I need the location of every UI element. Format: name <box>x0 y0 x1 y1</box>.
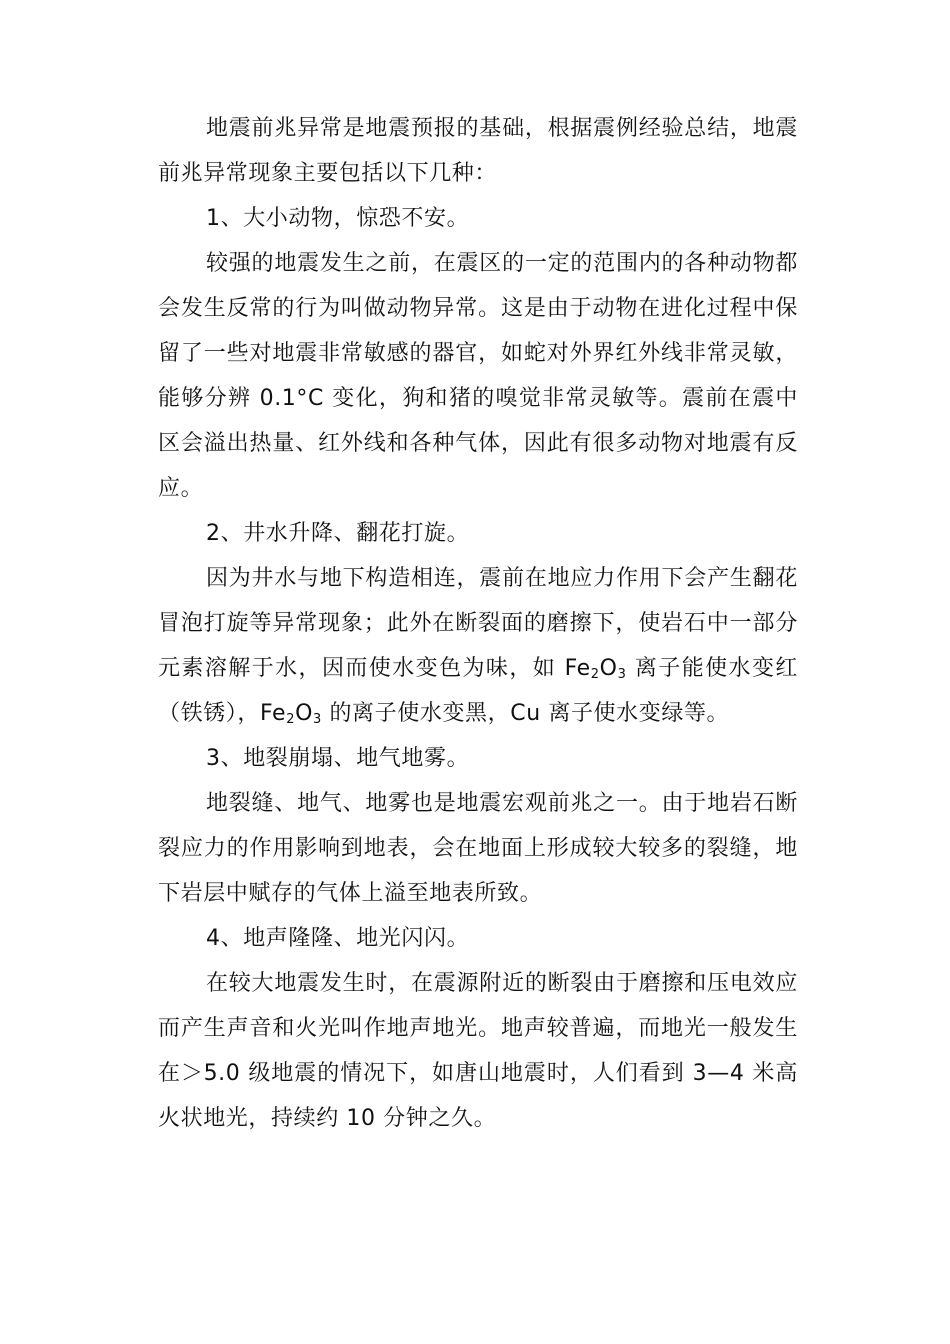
well-water-text-c: 离子能使水变红（铁锈），Fe <box>158 656 798 726</box>
section-heading-2: 2、井水升降、翻花打旋。 <box>206 521 470 546</box>
well-water-text-d: O <box>295 701 313 726</box>
section-heading-1: 1、大小动物，惊恐不安。 <box>206 206 470 231</box>
well-water-text-b: O <box>599 656 618 681</box>
intro-paragraph: 地震前兆异常是地震预报的基础，根据震例经验总结，地震前兆异常现象主要包括以下几种： <box>158 116 798 186</box>
section-heading-4: 4、地声隆隆、地光闪闪。 <box>206 926 470 951</box>
subscript-2-second: 2 <box>286 712 296 727</box>
subscript-3-first: 3 <box>617 667 627 682</box>
sound-light-paragraph: 在较大地震发生时，在震源附近的断裂由于磨擦和压电效应而产生声音和火光叫作地声地光。地声较普遍，而地光一般发生在＞5.0 级地震的情况下，如唐山地震时，人们看到 3—4 米高火状地光，持续约 10 分钟之久。 <box>158 971 798 1131</box>
animal-anomaly-paragraph: 较强的地震发生之前，在震区的一定的范围内的各种动物都会发生反常的行为叫做动物异常。这是由于动物在进化过程中保留了一些对地震非常敏感的器官，如蛇对外界红外线非常灵敏，能够分辨 0.1°C 变化，狗和猪的嗅觉非常灵敏等。震前在震中区会溢出热量、红外线和各种气体，因此有很多动物对地震有反应。 <box>158 251 798 501</box>
section-heading-3: 3、地裂崩塌、地气地雾。 <box>206 746 470 771</box>
well-water-text-e: 的离子使水变黑，Cu 离子使水变绿等。 <box>321 701 730 726</box>
well-water-text-a: 因为井水与地下构造相连，震前在地应力作用下会产生翻花冒泡打旋等异常现象；此外在断裂面的磨擦下，使岩石中一部分元素溶解于水，因而使水变色为味，如 Fe <box>158 566 798 681</box>
ground-crack-paragraph: 地裂缝、地气、地雾也是地震宏观前兆之一。由于地岩石断裂应力的作用影响到地表，会在地面上形成较大较多的裂缝，地下岩层中赋存的气体上溢至地表所致。 <box>158 791 798 906</box>
well-water-paragraph <box>158 556 798 736</box>
subscript-2-first: 2 <box>590 667 600 682</box>
subscript-3-second: 3 <box>312 712 322 727</box>
document-body <box>158 106 798 1141</box>
